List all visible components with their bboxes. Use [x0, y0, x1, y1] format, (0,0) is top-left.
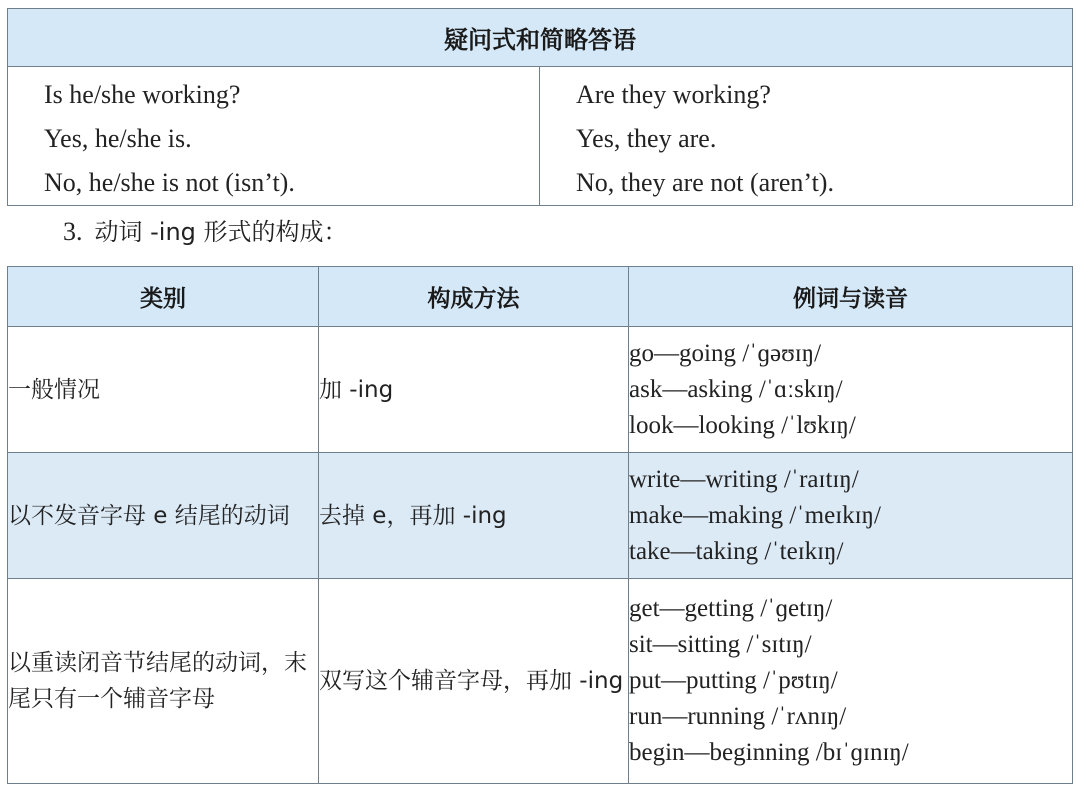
row-examples — [629, 579, 1073, 784]
example-line: look—looking /ˈlʊkɪŋ/ — [629, 411, 856, 439]
qa-table-header: 疑问式和简略答语 — [8, 9, 1073, 67]
row-category: 以重读闭音节结尾的动词，末尾只有一个辅音字母 — [8, 579, 319, 784]
section-heading — [63, 212, 348, 252]
header-examples: 例词与读音 — [629, 267, 1073, 327]
qa-singular-question: Is he/she working? — [44, 80, 241, 109]
example-line: ask—asking /ˈɑːskɪŋ/ — [629, 375, 843, 403]
section-title: 动词 -ing 形式的构成： — [94, 218, 348, 246]
table-row — [8, 453, 1073, 579]
example-line: put—putting /ˈpʊtɪŋ/ — [629, 667, 838, 694]
example-line: get—getting /ˈɡetɪŋ/ — [629, 595, 833, 622]
example-line: run—running /ˈrʌnɪŋ/ — [629, 703, 847, 730]
row-method: 加 -ing — [319, 327, 629, 453]
qa-plural-question: Are they working? — [576, 80, 771, 109]
table-row — [8, 579, 1073, 784]
example-line: write—writing /ˈraɪtɪŋ/ — [629, 465, 859, 493]
qa-plural-no: No, they are not (aren’t). — [576, 168, 834, 197]
example-line: take—taking /ˈteɪkɪŋ/ — [629, 537, 844, 565]
qa-singular-no: No, he/she is not (isn’t). — [44, 168, 295, 197]
row-method: 双写这个辅音字母，再加 -ing — [319, 579, 629, 784]
section-number: 3. — [63, 217, 83, 246]
qa-singular-yes: Yes, he/she is. — [44, 124, 192, 153]
row-category: 一般情况 — [8, 327, 319, 453]
table-row — [8, 327, 1073, 453]
example-line: begin—beginning /bɪˈɡɪnɪŋ/ — [629, 739, 909, 766]
header-method: 构成方法 — [319, 267, 629, 327]
row-method: 去掉 e，再加 -ing — [319, 453, 629, 579]
qa-singular-cell — [8, 67, 540, 206]
ing-form-table — [7, 266, 1073, 784]
row-examples — [629, 327, 1073, 453]
question-answer-table — [7, 8, 1073, 206]
example-line: go—going /ˈɡəʊɪŋ/ — [629, 339, 822, 367]
example-line: make—making /ˈmeɪkɪŋ/ — [629, 501, 881, 529]
example-line: sit—sitting /ˈsɪtɪŋ/ — [629, 631, 812, 658]
qa-plural-cell — [540, 67, 1073, 206]
qa-plural-yes: Yes, they are. — [576, 124, 717, 153]
row-category: 以不发音字母 e 结尾的动词 — [8, 453, 319, 579]
row-examples — [629, 453, 1073, 579]
header-category: 类别 — [8, 267, 319, 327]
